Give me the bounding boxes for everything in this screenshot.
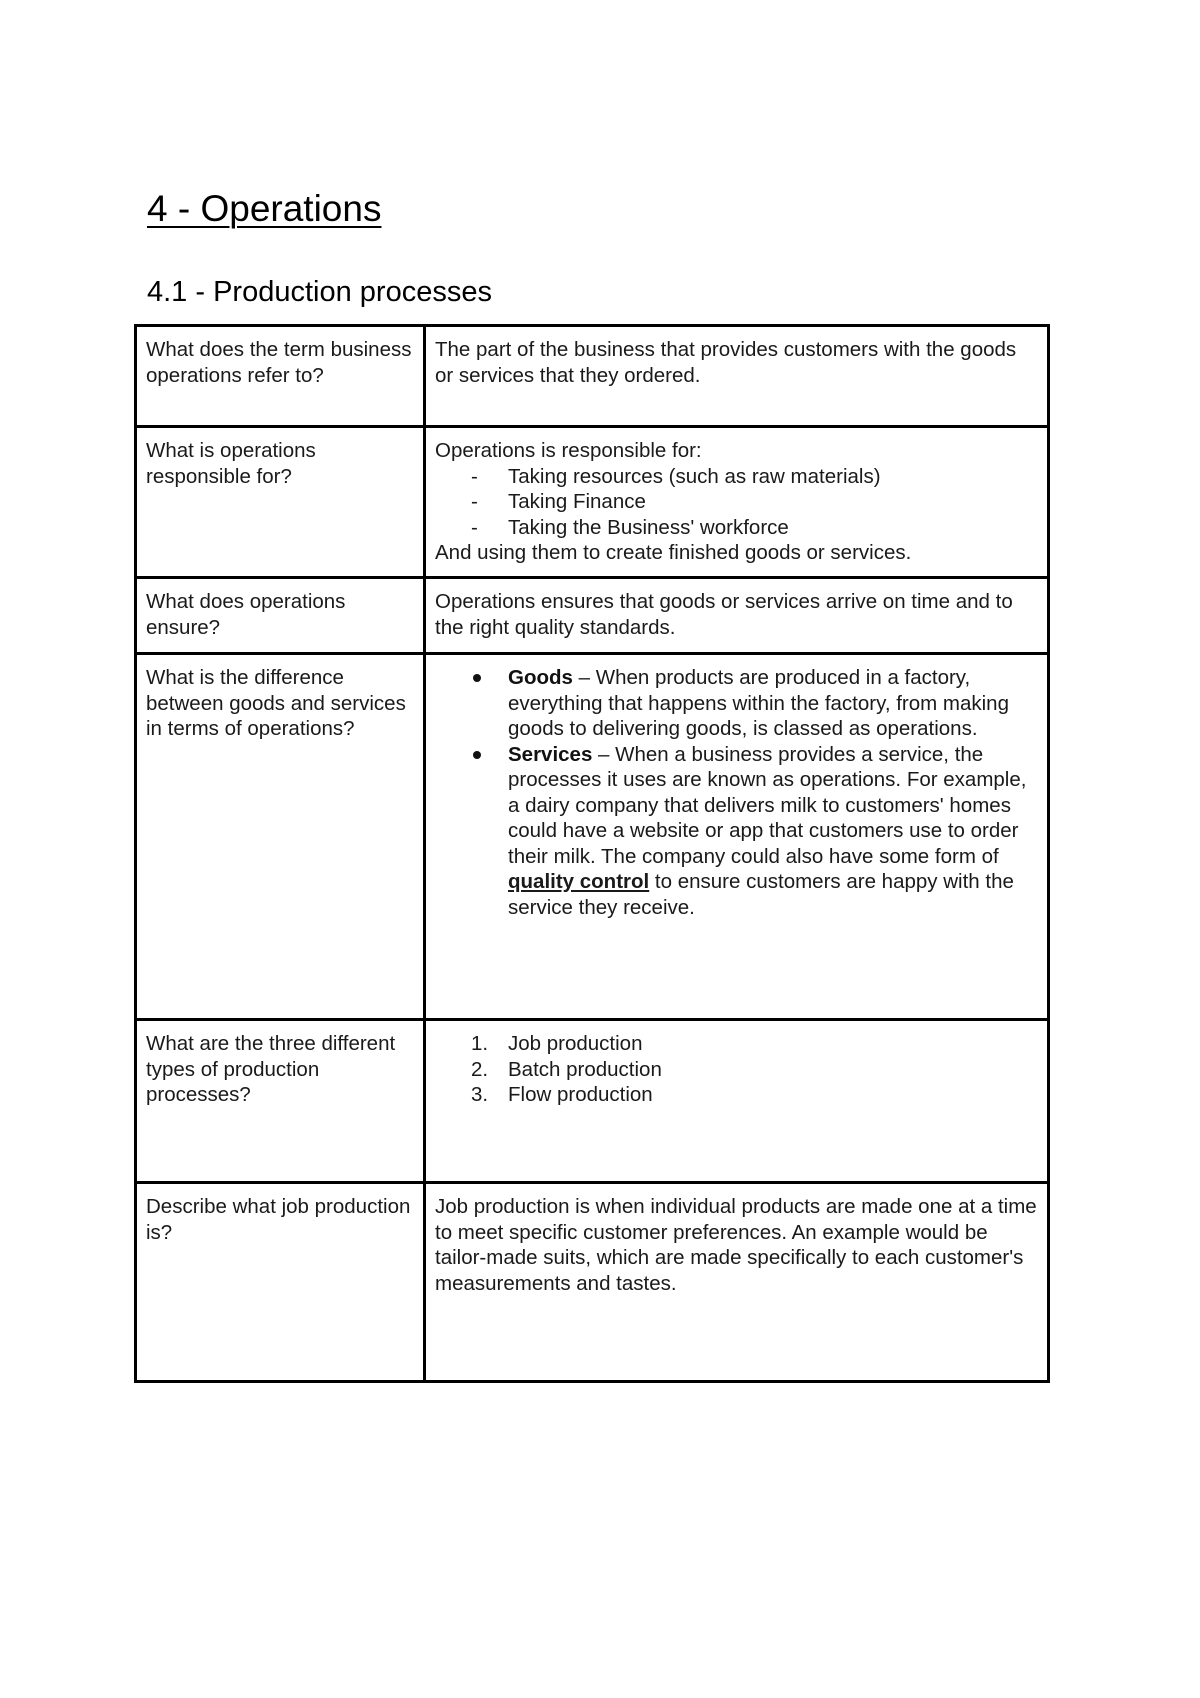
question-cell: What is the difference between goods and services in terms of operations?	[136, 654, 425, 1020]
answer-cell: Operations ensures that goods or services arrive on time and to the right quality standards.	[425, 578, 1049, 654]
list-item-text: Job production	[508, 1032, 643, 1055]
list-item	[435, 1057, 1038, 1083]
table-row	[136, 578, 1049, 654]
list-number: 3.	[471, 1083, 489, 1106]
list-item	[435, 1031, 1038, 1057]
bullet-icon	[473, 674, 481, 682]
table-row	[136, 326, 1049, 427]
list-item-text: Flow production	[508, 1083, 653, 1106]
question-cell: What are the three different types of production processes?	[136, 1020, 425, 1183]
goods-services-list	[435, 665, 1038, 920]
services-text-end: to ensure customers are happy with the service they receive.	[508, 870, 1014, 919]
question-cell: What is operations responsible for?	[136, 427, 425, 578]
list-number: 2.	[471, 1057, 489, 1081]
table-row	[136, 1020, 1049, 1183]
table-row	[136, 654, 1049, 1020]
dash-marker: -	[471, 515, 478, 539]
answer-cell	[425, 427, 1049, 578]
table-row	[136, 427, 1049, 578]
page-title: 4 - Operations	[147, 188, 382, 229]
services-term: Services	[508, 742, 593, 766]
answer-cell	[425, 654, 1049, 1020]
goods-term: Goods	[508, 666, 573, 689]
list-item-text: Taking resources (such as raw materials)	[508, 464, 881, 488]
qa-table	[134, 324, 1050, 1383]
list-item	[435, 742, 1038, 921]
list-item	[435, 464, 1038, 490]
list-item	[435, 489, 1038, 515]
list-item-text: Taking Finance	[508, 490, 646, 513]
production-types-list	[435, 1031, 1038, 1108]
responsibility-list	[435, 464, 1038, 541]
question-cell: What does operations ensure?	[136, 578, 425, 654]
answer-outro: And using them to create finished goods or services.	[435, 541, 912, 564]
services-text: – When a business provides a service, the processes it uses are known as operations. For example, a dairy company that delivers milk to customers' homes could have a website or app that customers use to order their milk. The company could also have some form of	[508, 742, 1027, 868]
list-item	[435, 1082, 1038, 1108]
list-item	[435, 515, 1038, 541]
answer-cell	[425, 1020, 1049, 1183]
dash-marker: -	[471, 490, 478, 513]
answer-cell: The part of the business that provides customers with the goods or services that they ordered.	[425, 326, 1049, 427]
answer-cell: Job production is when individual products are made one at a time to meet specific customer preferences. An example would be tailor-made suits, which are made specifically to each customer's measurements and tastes.	[425, 1183, 1049, 1382]
section-heading: 4.1 - Production processes	[147, 276, 492, 308]
list-number: 1.	[471, 1032, 489, 1055]
table-row	[136, 1183, 1049, 1382]
question-cell: Describe what job production is?	[136, 1183, 425, 1382]
answer-intro: Operations is responsible for:	[435, 439, 702, 462]
question-cell: What does the term business operations refer to?	[136, 326, 425, 427]
list-item	[435, 665, 1038, 742]
list-item-text: Taking the Business' workforce	[508, 515, 789, 539]
dash-marker: -	[471, 464, 478, 488]
list-item-text: Batch production	[508, 1057, 662, 1081]
bullet-icon	[473, 751, 481, 759]
quality-control-link[interactable]: quality control	[508, 870, 650, 893]
goods-text: – When products are produced in a factory, everything that happens within the factory, from making goods to delivering goods, is classed as operations.	[508, 666, 1009, 740]
